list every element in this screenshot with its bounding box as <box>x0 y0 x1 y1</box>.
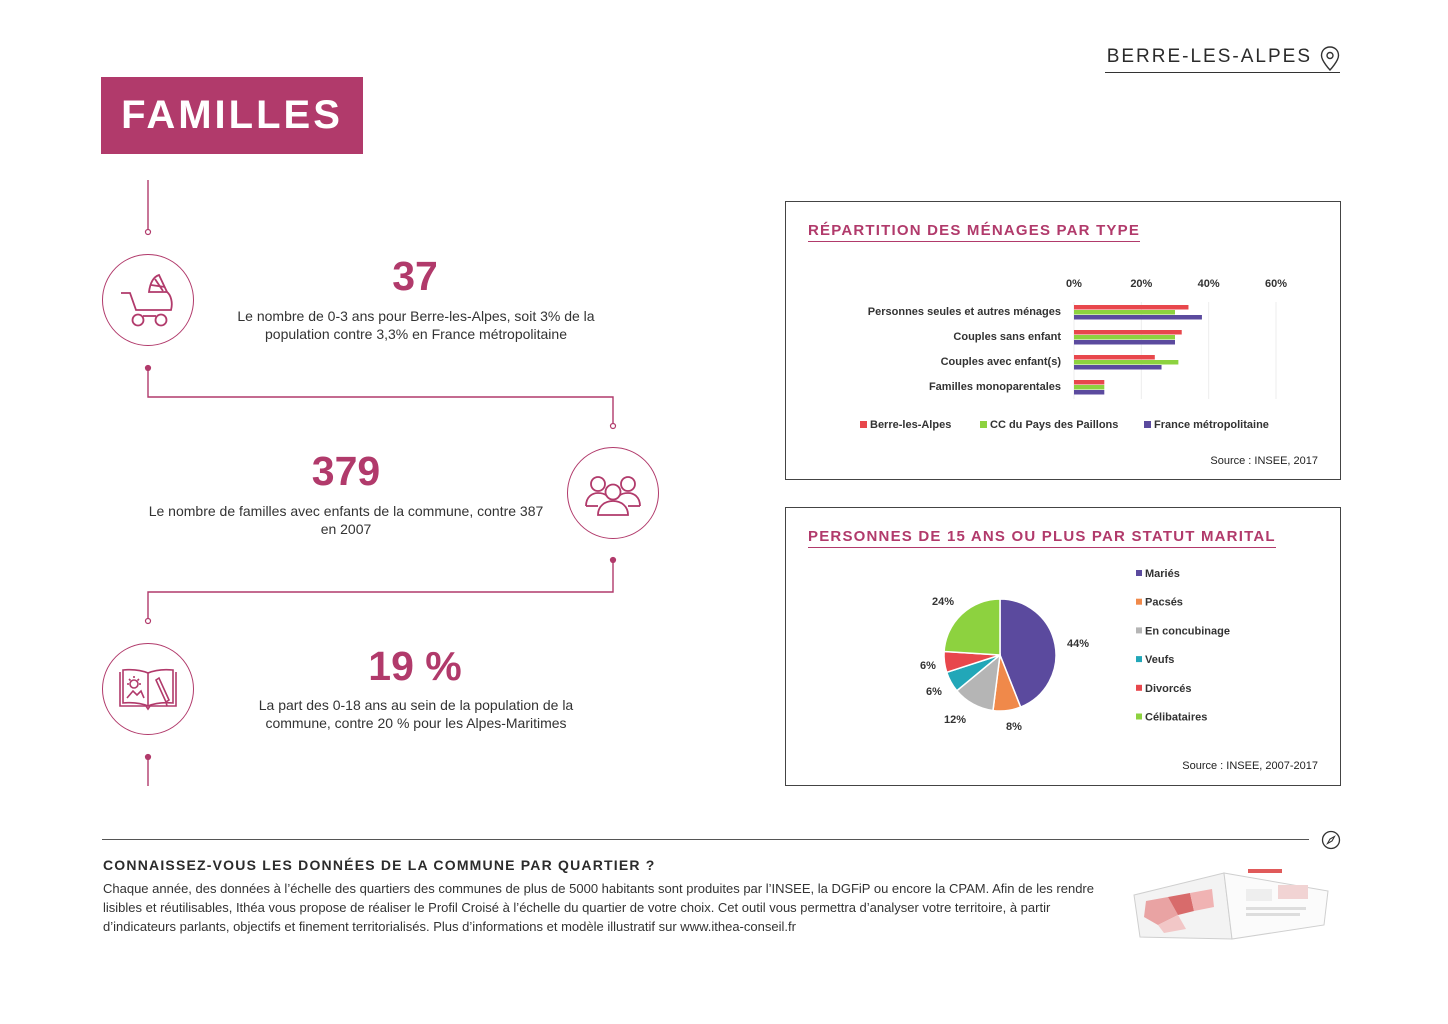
marital-chart-source: Source : INSEE, 2007-2017 <box>1182 760 1318 772</box>
legend-label: CC du Pays des Paillons <box>990 419 1119 431</box>
stroller-circle <box>102 254 194 346</box>
legend-swatch <box>1136 599 1142 605</box>
legend-label: En concubinage <box>1145 625 1230 638</box>
stat-value-families: 379 <box>311 448 381 494</box>
marital-chart-title: PERSONNES DE 15 ANS OU PLUS PAR STATUT MARITAL <box>808 528 1276 548</box>
x-tick-label: 60% <box>1264 278 1288 290</box>
footer-title: CONNAISSEZ-VOUS LES DONNÉES DE LA COMMUNE PAR QUARTIER ? <box>103 857 656 873</box>
footer-text: Chaque année, des données à l’échelle des quartiers des communes de plus de 5000 habitants sont produites par l’INSEE, la DGFiP ou encore la CPAM. Afin de les rendre lisibles et réutilisables, Ithéa vous propose de réaliser le Profil Croisé à l’échelle du quartier de votre choix. Cet outil vous permettra d’analyser votre territoire, à partir d’indicateurs parlants, objectifs et finement territorialisés. Plus d’informations et modèle illustratif sur www.ithea-conseil.fr <box>103 881 1094 934</box>
commune-label: BERRE-LES-ALPES <box>1106 46 1312 67</box>
legend-swatch <box>860 421 867 428</box>
map-pin-icon <box>1320 46 1340 72</box>
bar <box>1074 315 1202 320</box>
legend-swatch <box>1144 421 1151 428</box>
legend-label: Célibataires <box>1145 711 1208 724</box>
slice-label: 6% <box>920 660 936 672</box>
legend-label: Veufs <box>1145 654 1175 667</box>
category-label: Couples avec enfant(s) <box>940 356 1061 368</box>
slice-label: 12% <box>943 714 967 726</box>
bar <box>1074 330 1182 335</box>
legend-label: Berre-les-Alpes <box>870 419 952 431</box>
bar <box>1074 340 1175 345</box>
category-label: Couples sans enfant <box>953 331 1061 343</box>
section-title-text: FAMILLES <box>121 93 343 137</box>
bar <box>1074 335 1175 340</box>
x-tick-label: 20% <box>1130 278 1153 290</box>
bar <box>1074 355 1155 360</box>
bar <box>1074 360 1178 365</box>
households-bar-chart <box>786 202 1340 479</box>
category-label: Personnes seules et autres ménages <box>867 306 1061 318</box>
slice-label: 24% <box>931 596 955 608</box>
stat-value-toddlers: 37 <box>392 253 438 299</box>
commune-name <box>1105 46 1340 73</box>
x-tick-label: 0% <box>1066 278 1082 290</box>
bar <box>1074 385 1104 390</box>
compass-icon <box>1321 830 1341 850</box>
legend-swatch <box>980 421 987 428</box>
footer-divider <box>102 839 1309 840</box>
slice-label: 8% <box>1006 721 1022 733</box>
stat-text-toddlers: Le nombre de 0-3 ans pour Berre-les-Alpes, soit 3% de la population contre 3,3% en France métropolitaine <box>237 308 595 342</box>
slice-label: 44% <box>1066 638 1090 650</box>
legend-swatch <box>1136 627 1142 633</box>
bar <box>1074 365 1162 370</box>
households-chart-title: RÉPARTITION DES MÉNAGES PAR TYPE <box>808 222 1140 242</box>
households-chart-box <box>785 201 1341 480</box>
marital-pie-chart <box>786 508 1340 785</box>
category-label: Familles monoparentales <box>928 381 1061 393</box>
family-circle <box>567 447 659 539</box>
bar <box>1074 380 1104 385</box>
legend-swatch <box>1136 714 1142 720</box>
x-tick-label: 40% <box>1197 278 1220 290</box>
stroller-icon <box>103 255 193 345</box>
legend-swatch <box>1136 570 1142 576</box>
households-chart-source: Source : INSEE, 2017 <box>1210 455 1318 467</box>
legend-label: Mariés <box>1145 568 1180 580</box>
book-circle <box>102 643 194 735</box>
stat-value-youth-share: 19 % <box>368 643 462 689</box>
bar <box>1074 390 1104 395</box>
stat-text-youth-share: La part des 0-18 ans au sein de la population de la commune, contre 20 % pour les Alpes-Maritimes <box>258 697 574 731</box>
legend-label: Pacsés <box>1145 596 1183 609</box>
legend-swatch <box>1136 656 1142 662</box>
stat-text-families: Le nombre de familles avec enfants de la commune, contre 387 en 2007 <box>148 503 544 537</box>
bar <box>1074 305 1188 310</box>
slice-label: 6% <box>926 686 942 698</box>
family-group-icon <box>568 448 658 538</box>
legend-label: France métropolitaine <box>1154 419 1269 431</box>
open-book-icon <box>103 644 193 734</box>
bar <box>1074 310 1175 315</box>
legend-label: Divorcés <box>1145 682 1192 695</box>
marital-chart-box <box>785 507 1341 786</box>
brochure-illustration <box>1128 855 1338 945</box>
legend-swatch <box>1136 685 1142 691</box>
